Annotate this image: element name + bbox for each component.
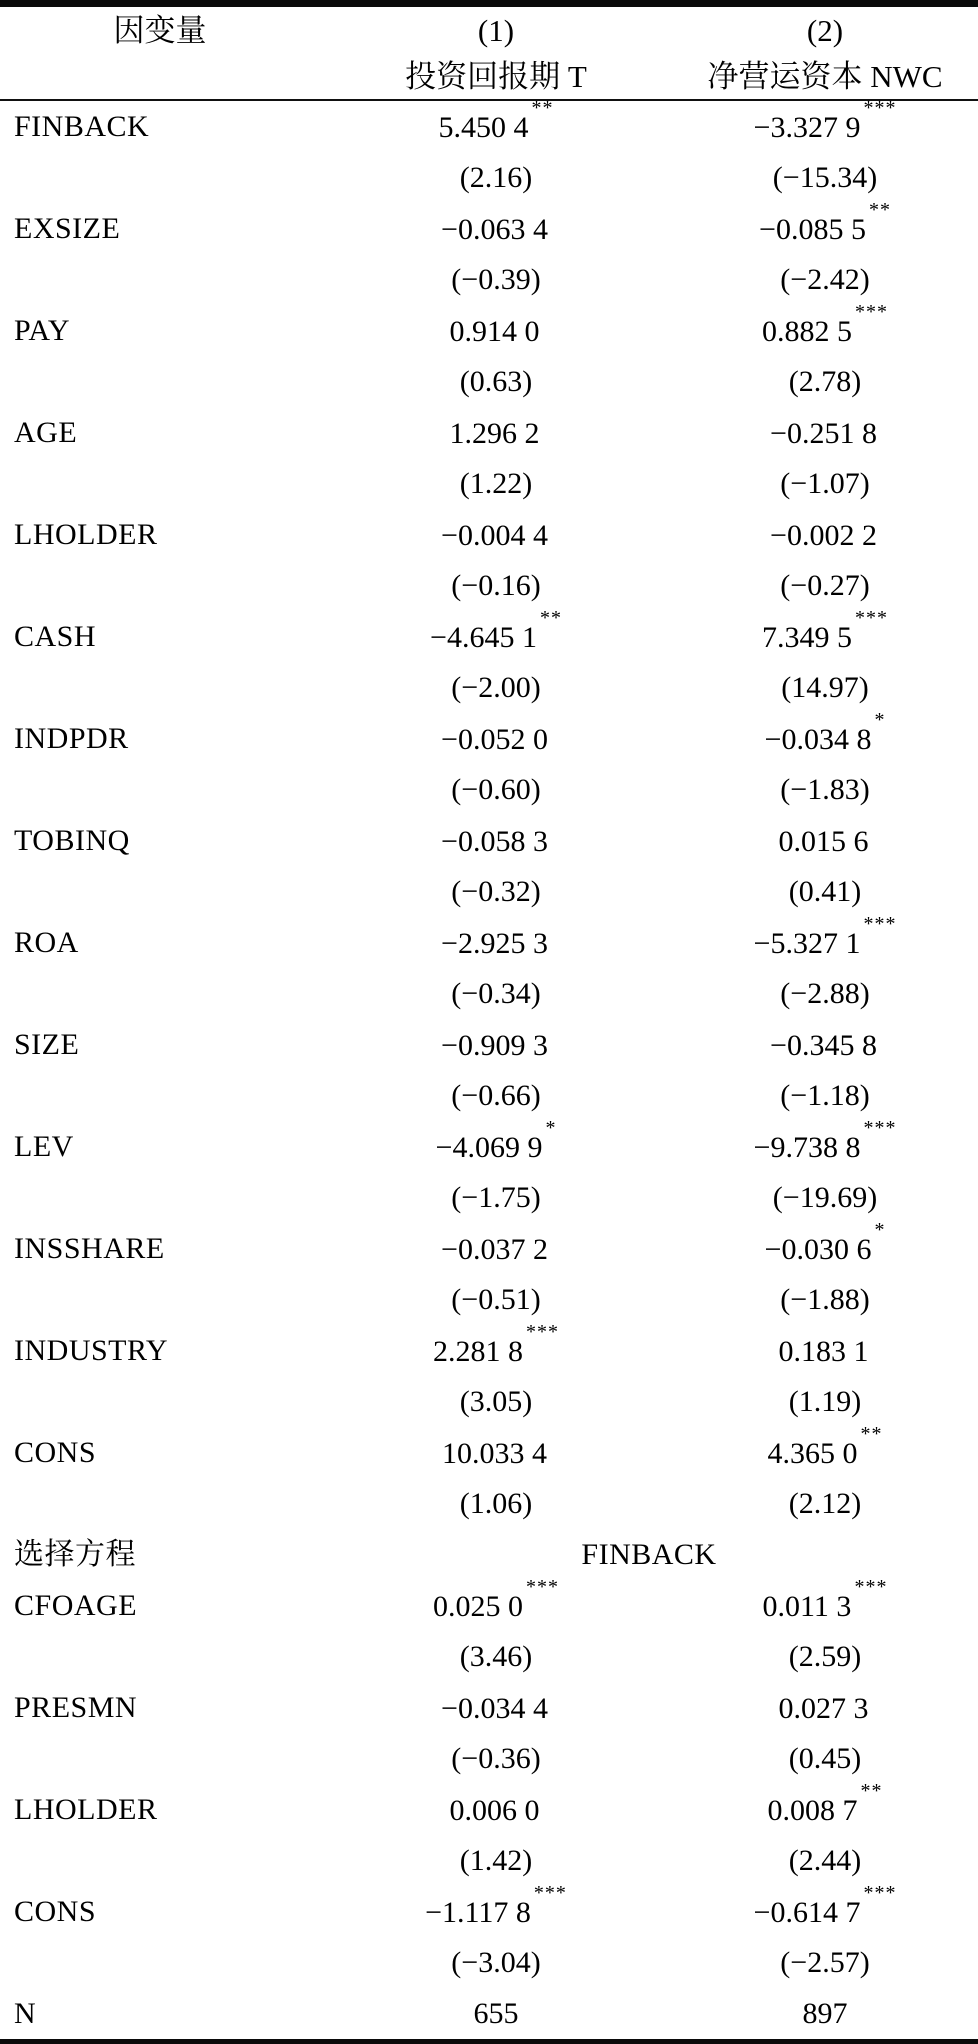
coefficient-row (0, 1321, 978, 1376)
tstat-cell-col2: (−1.07) (780, 466, 870, 500)
coefficient-cell-col2 (672, 913, 978, 960)
n-label: N (14, 1996, 37, 2030)
coefficient-cell-col2 (672, 416, 978, 449)
significance-stars: * (874, 709, 886, 731)
coefficient-value: 0.914 0 (449, 315, 540, 348)
coefficient-cell-col2 (672, 607, 978, 654)
tstat-row (0, 1631, 978, 1682)
n-value-col1: 655 (473, 1996, 519, 2030)
coefficient-row (0, 509, 978, 560)
significance-stars: ** (539, 607, 562, 629)
significance-stars: ** (860, 1423, 883, 1445)
selection-equation-rows (0, 1576, 978, 1988)
variable-label: CONS (14, 1894, 97, 1928)
coefficient-cell-col2 (672, 1780, 978, 1827)
tstat-row (0, 968, 978, 1019)
tstat-cell-col2: (1.19) (788, 1384, 862, 1418)
coefficient-value: 0.015 6 (778, 825, 869, 858)
coefficient-row (0, 1019, 978, 1070)
column-1-number: (1) (477, 13, 515, 48)
variable-label: INSSHARE (14, 1231, 165, 1265)
coefficient-value: −0.030 6 (764, 1233, 872, 1266)
tstat-row (0, 1835, 978, 1886)
tstat-row (0, 1274, 978, 1325)
tstat-row (0, 764, 978, 815)
coefficient-row (0, 1117, 978, 1172)
table-header-row-1 (0, 7, 978, 54)
tstat-row (0, 560, 978, 611)
significance-stars: *** (533, 1882, 567, 1904)
n-value-col2: 897 (802, 1996, 848, 2030)
coefficient-value: −0.909 3 (441, 1029, 548, 1062)
significance-stars: ** (531, 97, 554, 119)
tstat-cell-col2: (−2.57) (780, 1945, 870, 1979)
coefficient-cell-col1 (320, 1691, 672, 1724)
tstat-cell-col1: (0.63) (459, 364, 533, 398)
coefficient-row (0, 913, 978, 968)
tstat-cell-col1: (−2.00) (451, 670, 541, 704)
tstat-cell-col2: (−1.18) (780, 1078, 870, 1112)
tstat-row (0, 356, 978, 407)
tstat-row (0, 1937, 978, 1988)
significance-stars: *** (526, 1321, 559, 1343)
coefficient-value: −0.058 3 (441, 825, 548, 858)
significance-stars: ** (868, 199, 891, 221)
coefficient-cell-col1 (320, 314, 672, 347)
tstat-row (0, 1070, 978, 1121)
coefficient-cell-col1 (320, 1793, 672, 1826)
coefficient-value: 0.008 7 (767, 1794, 858, 1827)
significance-stars: * (545, 1117, 557, 1139)
tstat-cell-col1: (3.46) (459, 1639, 533, 1673)
tstat-row (0, 254, 978, 305)
tstat-cell-col2: (14.97) (781, 670, 869, 704)
coefficient-row (0, 407, 978, 458)
coefficient-row (0, 709, 978, 764)
variable-label: FINBACK (14, 109, 150, 143)
variable-label: LEV (14, 1129, 74, 1163)
coefficient-cell-col2 (672, 709, 978, 756)
coefficient-value: 0.882 5 (762, 315, 852, 348)
tstat-cell-col2: (−1.83) (780, 772, 870, 806)
tstat-cell-col2: (−0.27) (780, 568, 870, 602)
coefficient-value: 10.033 4 (442, 1437, 547, 1470)
coefficient-value: 1.296 2 (449, 417, 540, 450)
coefficient-value: −0.063 4 (441, 213, 548, 246)
coefficient-value: 0.027 3 (778, 1692, 869, 1725)
significance-stars: *** (526, 1576, 559, 1598)
coefficient-cell-col1 (320, 1117, 672, 1164)
column-2-number: (2) (806, 13, 844, 48)
coefficient-cell-col1 (320, 1882, 672, 1929)
coefficient-cell-col2 (672, 1882, 978, 1929)
significance-stars: *** (863, 1882, 897, 1904)
coefficient-cell-col2 (672, 301, 978, 348)
coefficient-value: −0.034 8 (764, 723, 872, 756)
tstat-row (0, 458, 978, 509)
coefficient-row (0, 1576, 978, 1631)
tstat-cell-col2: (2.78) (788, 364, 862, 398)
tstat-cell-col2: (2.44) (788, 1843, 862, 1877)
coefficient-row (0, 607, 978, 662)
coefficient-cell-col2 (672, 1117, 978, 1164)
variable-label: SIZE (14, 1027, 80, 1061)
coefficient-value: 5.450 4 (438, 111, 529, 144)
tstat-cell-col2: (−2.42) (780, 262, 870, 296)
variable-label: ROA (14, 925, 79, 959)
coefficient-row (0, 1882, 978, 1937)
observations-row (0, 1988, 978, 2039)
tstat-row (0, 1733, 978, 1784)
coefficient-cell-col1 (320, 824, 672, 857)
coefficient-value: 0.183 1 (778, 1335, 869, 1368)
coefficient-cell-col2 (672, 1219, 978, 1266)
tstat-cell-col2: (−19.69) (772, 1180, 878, 1214)
tstat-cell-col2: (−1.88) (780, 1282, 870, 1316)
tstat-row (0, 1478, 978, 1529)
coefficient-row (0, 1423, 978, 1478)
variable-label: CFOAGE (14, 1588, 138, 1622)
coefficient-cell-col2 (672, 1334, 978, 1367)
tstat-cell-col2: (−2.88) (780, 976, 870, 1010)
coefficient-cell-col1 (320, 416, 672, 449)
coefficient-row (0, 1682, 978, 1733)
column-2-name: 净营运资本 NWC (707, 59, 943, 94)
coefficient-cell-col2 (672, 97, 978, 144)
coefficient-cell-col2 (672, 824, 978, 857)
coefficient-value: −4.069 9 (435, 1131, 543, 1164)
coefficient-row (0, 815, 978, 866)
tstat-cell-col1: (−0.51) (451, 1282, 541, 1316)
coefficient-cell-col2 (672, 518, 978, 551)
coefficient-value: 2.281 8 (433, 1335, 523, 1368)
coefficient-cell-col2 (672, 1576, 978, 1623)
coefficient-cell-col1 (320, 1028, 672, 1061)
tstat-cell-col1: (−0.66) (451, 1078, 541, 1112)
coefficient-value: −5.327 1 (753, 927, 861, 960)
tstat-cell-col1: (−0.36) (451, 1741, 541, 1775)
coefficient-value: −0.052 0 (441, 723, 548, 756)
coefficient-value: −2.925 3 (441, 927, 548, 960)
coefficient-cell-col2 (672, 1028, 978, 1061)
coefficient-cell-col1 (320, 212, 672, 245)
tstat-cell-col1: (−0.39) (451, 262, 541, 296)
tstat-cell-col1: (−1.75) (451, 1180, 541, 1214)
variable-label: INDUSTRY (14, 1333, 169, 1367)
coefficient-value: 4.365 0 (767, 1437, 858, 1470)
tstat-cell-col1: (3.05) (459, 1384, 533, 1418)
tstat-row (0, 866, 978, 917)
significance-stars: *** (855, 301, 888, 323)
main-equation-rows (0, 97, 978, 1529)
significance-stars: *** (854, 1576, 888, 1598)
table-header-row-2 (0, 54, 978, 99)
coefficient-value: −3.327 9 (753, 111, 861, 144)
tstat-cell-col2: (0.45) (788, 1741, 862, 1775)
variable-label: CASH (14, 619, 97, 653)
coefficient-value: −0.614 7 (753, 1896, 861, 1929)
significance-stars: * (874, 1219, 886, 1241)
selection-equation-section-row (0, 1529, 978, 1580)
significance-stars: *** (863, 913, 897, 935)
coefficient-row (0, 301, 978, 356)
variable-label: EXSIZE (14, 211, 121, 245)
coefficient-value: −0.085 5 (759, 213, 866, 246)
tstat-row (0, 662, 978, 713)
coefficient-value: −0.251 8 (770, 417, 877, 450)
variable-label: AGE (14, 415, 78, 449)
tstat-cell-col1: (−0.16) (451, 568, 541, 602)
coefficient-value: 0.025 0 (433, 1590, 523, 1623)
coefficient-cell-col2 (672, 1423, 978, 1470)
coefficient-cell-col2 (672, 1691, 978, 1724)
column-1-name: 投资回报期 T (405, 59, 587, 94)
significance-stars: *** (863, 97, 897, 119)
coefficient-row (0, 199, 978, 254)
tstat-cell-col1: (1.42) (459, 1843, 533, 1877)
variable-label: INDPDR (14, 721, 129, 755)
tstat-row (0, 1376, 978, 1427)
coefficient-value: 0.011 3 (762, 1590, 852, 1623)
coefficient-cell-col1 (320, 1232, 672, 1265)
coefficient-value: −0.004 4 (441, 519, 548, 552)
coefficient-value: −4.645 1 (430, 621, 537, 654)
coefficient-value: −0.345 8 (770, 1029, 877, 1062)
tstat-cell-col2: (2.59) (788, 1639, 862, 1673)
dependent-variable-header: 因变量 (113, 13, 207, 48)
section-label: 选择方程 (14, 1537, 136, 1571)
coefficient-value: −1.117 8 (425, 1896, 531, 1929)
coefficient-cell-col1 (320, 1321, 672, 1368)
tstat-cell-col2: (0.41) (788, 874, 862, 908)
variable-label: CONS (14, 1435, 97, 1469)
significance-stars: *** (863, 1117, 897, 1139)
variable-label: TOBINQ (14, 823, 130, 857)
tstat-cell-col1: (−0.60) (451, 772, 541, 806)
coefficient-value: −0.034 4 (441, 1692, 548, 1725)
tstat-row (0, 1172, 978, 1223)
coefficient-cell-col1 (320, 607, 672, 654)
coefficient-row (0, 97, 978, 152)
variable-label: PRESMN (14, 1690, 138, 1724)
coefficient-cell-col1 (320, 518, 672, 551)
coefficient-cell-col1 (320, 1436, 672, 1469)
coefficient-value: −0.037 2 (441, 1233, 548, 1266)
tstat-cell-col2: (2.12) (788, 1486, 862, 1520)
tstat-cell-col1: (1.06) (459, 1486, 533, 1520)
tstat-cell-col1: (−0.32) (451, 874, 541, 908)
tstat-cell-col1: (2.16) (459, 160, 533, 194)
variable-label: PAY (14, 313, 71, 347)
coefficient-cell-col1 (320, 722, 672, 755)
coefficient-value: −9.738 8 (753, 1131, 861, 1164)
coefficient-cell-col2 (672, 199, 978, 246)
coefficient-cell-col1 (320, 97, 672, 144)
tstat-row (0, 152, 978, 203)
variable-label: LHOLDER (14, 1792, 158, 1826)
significance-stars: ** (860, 1780, 883, 1802)
section-span-value: FINBACK (581, 1537, 717, 1571)
coefficient-value: −0.002 2 (770, 519, 877, 552)
variable-label: LHOLDER (14, 517, 158, 551)
coefficient-cell-col1 (320, 1576, 672, 1623)
coefficient-value: 0.006 0 (449, 1794, 540, 1827)
coefficient-value: 7.349 5 (762, 621, 852, 654)
coefficient-cell-col1 (320, 926, 672, 959)
tstat-cell-col1: (−3.04) (451, 1945, 541, 1979)
tstat-cell-col2: (−15.34) (772, 160, 878, 194)
coefficient-row (0, 1780, 978, 1835)
coefficient-row (0, 1219, 978, 1274)
tstat-cell-col1: (1.22) (459, 466, 533, 500)
tstat-cell-col1: (−0.34) (451, 976, 541, 1010)
significance-stars: *** (855, 607, 888, 629)
